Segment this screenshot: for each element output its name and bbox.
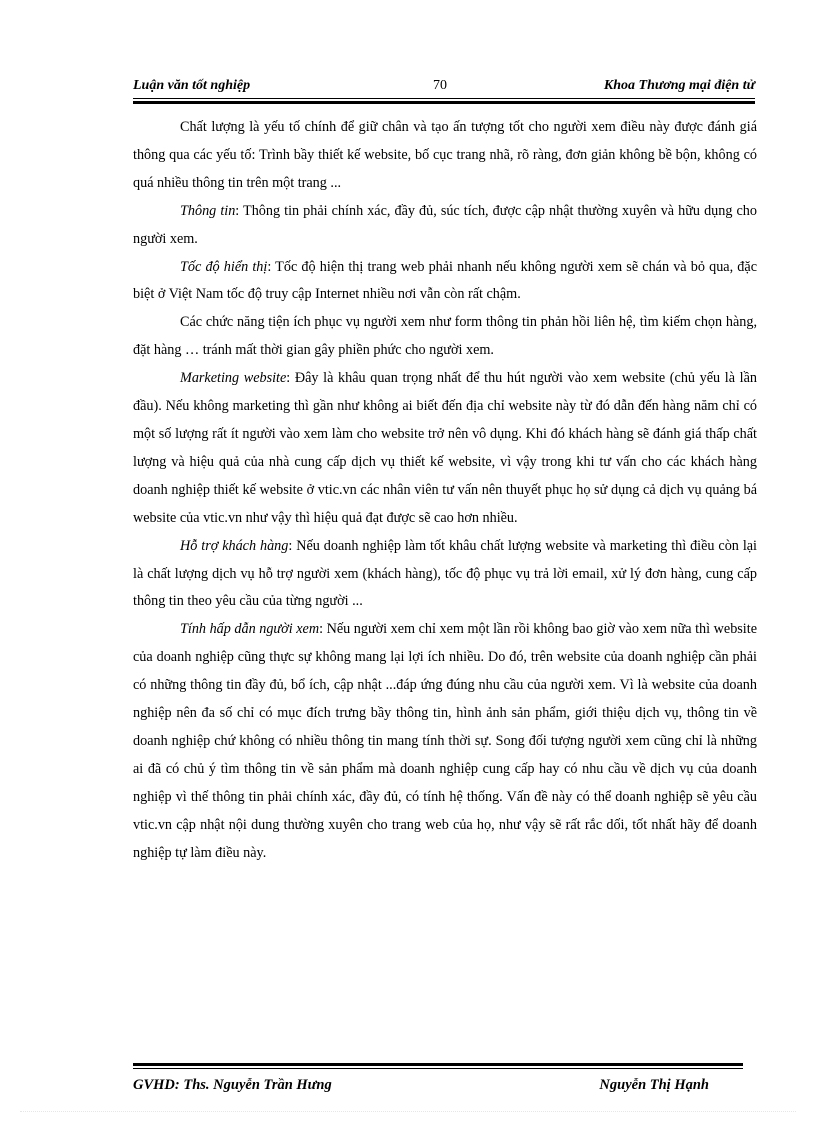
footer-rule-thin (133, 1068, 743, 1069)
page-header (133, 78, 755, 98)
paragraph-text: : Nếu người xem chỉ xem một lần rồi không bao giờ vào xem nữa thì website của doanh nghiệp cũng thực sự không mang lại lợi ích nhiều. Do đó, trên website của doanh nghiệp cần phải có những thông tin đầy đủ, bổ ích, cập nhật ...đáp ứng đúng nhu cầu của người xem. Vì là website của doanh nghiệp nên đa số chỉ có mục đích trưng bầy thông tin, hình ảnh sản phẩm, giới thiệu dịch vụ, thông tin về doanh nghiệp chứ không có nhiều thông tin mang tính thời sự. Song đối tượng người xem cũng chỉ là những ai đã có chủ ý tìm thông tin về sản phẩm mà doanh nghiệp cung cấp hay có nhu cầu về dịch vụ của doanh nghiệp vì thế thông tin phải chính xác, đầy đủ, có tính hệ thống. Vấn đề này có thể doanh nghiệp sẽ yêu cầu vtic.vn cập nhật nội dung thường xuyên cho trang web của họ, như vậy sẽ rất rắc dối, tốt nhất hãy để doanh nghiệp tự làm điều này. (133, 621, 757, 861)
paragraph-lead: Hỗ trợ khách hàng (180, 537, 289, 554)
paragraph-lead: Tốc độ hiển thị (180, 258, 268, 275)
header-thesis-title: Luận văn tốt nghiệp (133, 78, 251, 93)
header-faculty: Khoa Thương mại điện tử (603, 78, 755, 93)
paragraph (133, 616, 757, 867)
paragraph (133, 309, 757, 365)
page-footer (133, 1077, 743, 1097)
paragraph-lead: Thông tin (180, 202, 236, 219)
paragraph-text: Chất lượng là yếu tố chính để giữ chân và tạo ấn tượng tốt cho người xem điều này được đánh giá thông qua các yếu tố: Trình bầy thiết kế website, bố cục trang nhã, rõ ràng, đơn giản không bề bộn, không có quá nhiều thông tin trên một trang ... (133, 119, 757, 191)
paragraph-text: Các chức năng tiện ích phục vụ người xem như form thông tin phản hồi liên hệ, tìm kiếm chọn hàng, đặt hàng … tránh mất thời gian gây phiền phức cho người xem. (133, 314, 757, 359)
paragraph-lead: Tính hấp dẫn người xem (180, 621, 320, 638)
paragraph-text: : Thông tin phải chính xác, đầy đủ, súc tích, được cập nhật thường xuyên và hữu dụng cho người xem. (133, 202, 757, 247)
paragraph (133, 254, 757, 310)
page-number: 70 (433, 78, 447, 93)
paragraph (133, 533, 757, 617)
paragraph-text: : Nếu doanh nghiệp làm tốt khâu chất lượng website và marketing thì điều còn lại là chất lượng dịch vụ hỗ trợ người xem (khách hàng), tốc độ phục vụ trả lời email, xử lý đơn hàng, cung cấp thông tin theo yêu cầu của từng người ... (133, 537, 757, 610)
footer-supervisor: GVHD: Ths. Nguyễn Trần Hưng (133, 1077, 332, 1093)
body-text (133, 114, 757, 867)
footer-author: Nguyễn Thị Hạnh (599, 1077, 709, 1093)
header-rule-thin (133, 98, 755, 99)
paragraph (133, 114, 757, 198)
paragraph-lead: Marketing website (180, 370, 287, 387)
paragraph (133, 365, 757, 532)
header-rule-thick (133, 101, 755, 104)
paragraph (133, 198, 757, 254)
paragraph-text: : Đây là khâu quan trọng nhất để thu hút người vào xem website (chủ yếu là lần đầu). Nếu không marketing thì gần như không ai biết đến địa chỉ website này từ đó dẫn đến hàng năm chỉ có một số lượng rất ít người vào xem làm cho website trở nên vô dụng. Khi đó khách hàng sẽ đánh giá thấp chất lượng và hiệu quả của nhà cung cấp dịch vụ thiết kế website, vì vậy trong khi tư vấn cho các khách hàng doanh nghiệp thiết kế website ở vtic.vn các nhân viên tư vấn nên thuyết phục họ sử dụng cả dịch vụ quảng bá website của vtic.vn như vậy thì hiệu quả đạt được sẽ cao hơn nhiều. (133, 370, 757, 526)
footer-rule-thick (133, 1063, 743, 1066)
page-edge-divider (20, 1111, 796, 1112)
paragraph-text: : Tốc độ hiện thị trang web phải nhanh nếu không người xem sẽ chán và bỏ qua, đặc biệt ở Việt Nam tốc độ truy cập Internet nhiều nơi vẫn còn rất chậm. (133, 258, 757, 303)
